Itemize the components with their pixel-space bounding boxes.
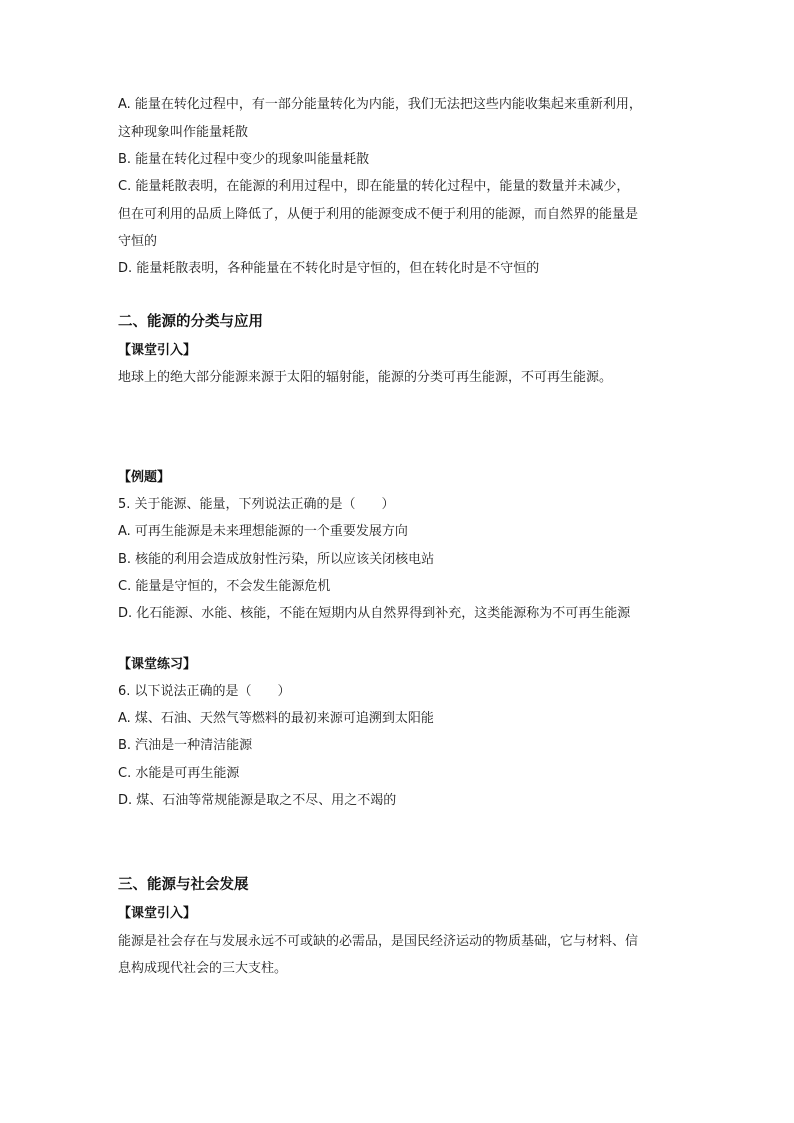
practice-label: 【课堂练习】	[118, 657, 197, 672]
option-c-line-3: 守恒的	[118, 234, 158, 249]
option-b: B. 能量在转化过程中变少的现象叫能量耗散	[118, 152, 370, 167]
q6-option-b: B. 汽油是一种清洁能源	[118, 738, 253, 753]
option-a-line-2: 这种现象叫作能量耗散	[118, 125, 249, 140]
q5-option-c: C. 能量是守恒的，不会发生能源危机	[118, 579, 331, 594]
section-2-heading: 二、能源的分类与应用	[118, 314, 263, 330]
section-3-intro-line-2: 息构成现代社会的三大支柱。	[118, 961, 288, 976]
q5-stem: 5. 关于能源、能量，下列说法正确的是（ ）	[118, 497, 395, 512]
option-d: D. 能量耗散表明，各种能量在不转化时是守恒的，但在转化时是不守恒的	[118, 261, 540, 276]
section-3-intro-line-1: 能源是社会存在与发展永远不可或缺的必需品，是国民经济运动的物质基础，它与材料、信	[118, 934, 639, 949]
option-c-line-2: 但在可利用的品质上降低了，从便于利用的能源变成不便于利用的能源，而自然界的能量是	[118, 207, 639, 222]
option-a-line-1: A. 能量在转化过程中，有一部分能量转化为内能，我们无法把这些内能收集起来重新利用，	[118, 97, 642, 112]
q6-option-a: A. 煤、石油、天然气等燃料的最初来源可追溯到太阳能	[118, 711, 434, 726]
q6-stem: 6. 以下说法正确的是（ ）	[118, 684, 291, 699]
section-2-intro-text: 地球上的绝大部分能源来源于太阳的辐射能，能源的分类可再生能源，不可再生能源。	[118, 370, 613, 385]
option-c-line-1: C. 能量耗散表明，在能源的利用过程中，即在能量的转化过程中，能量的数量并未减少，	[118, 179, 630, 194]
section-3-heading: 三、能源与社会发展	[118, 877, 249, 893]
section-2-intro-label: 【课堂引入】	[118, 343, 197, 358]
example-label: 【例题】	[118, 470, 171, 485]
section-3-intro-label: 【课堂引入】	[118, 906, 197, 921]
q6-option-d: D. 煤、石油等常规能源是取之不尽、用之不竭的	[118, 793, 397, 808]
q5-option-a: A. 可再生能源是未来理想能源的一个重要发展方向	[118, 524, 408, 539]
q6-option-c: C. 水能是可再生能源	[118, 766, 240, 781]
q5-option-b: B. 核能的利用会造成放射性污染，所以应该关闭核电站	[118, 552, 435, 567]
q5-option-d: D. 化石能源、水能、核能，不能在短期内从自然界得到补充，这类能源称为不可再生能源	[118, 606, 631, 621]
